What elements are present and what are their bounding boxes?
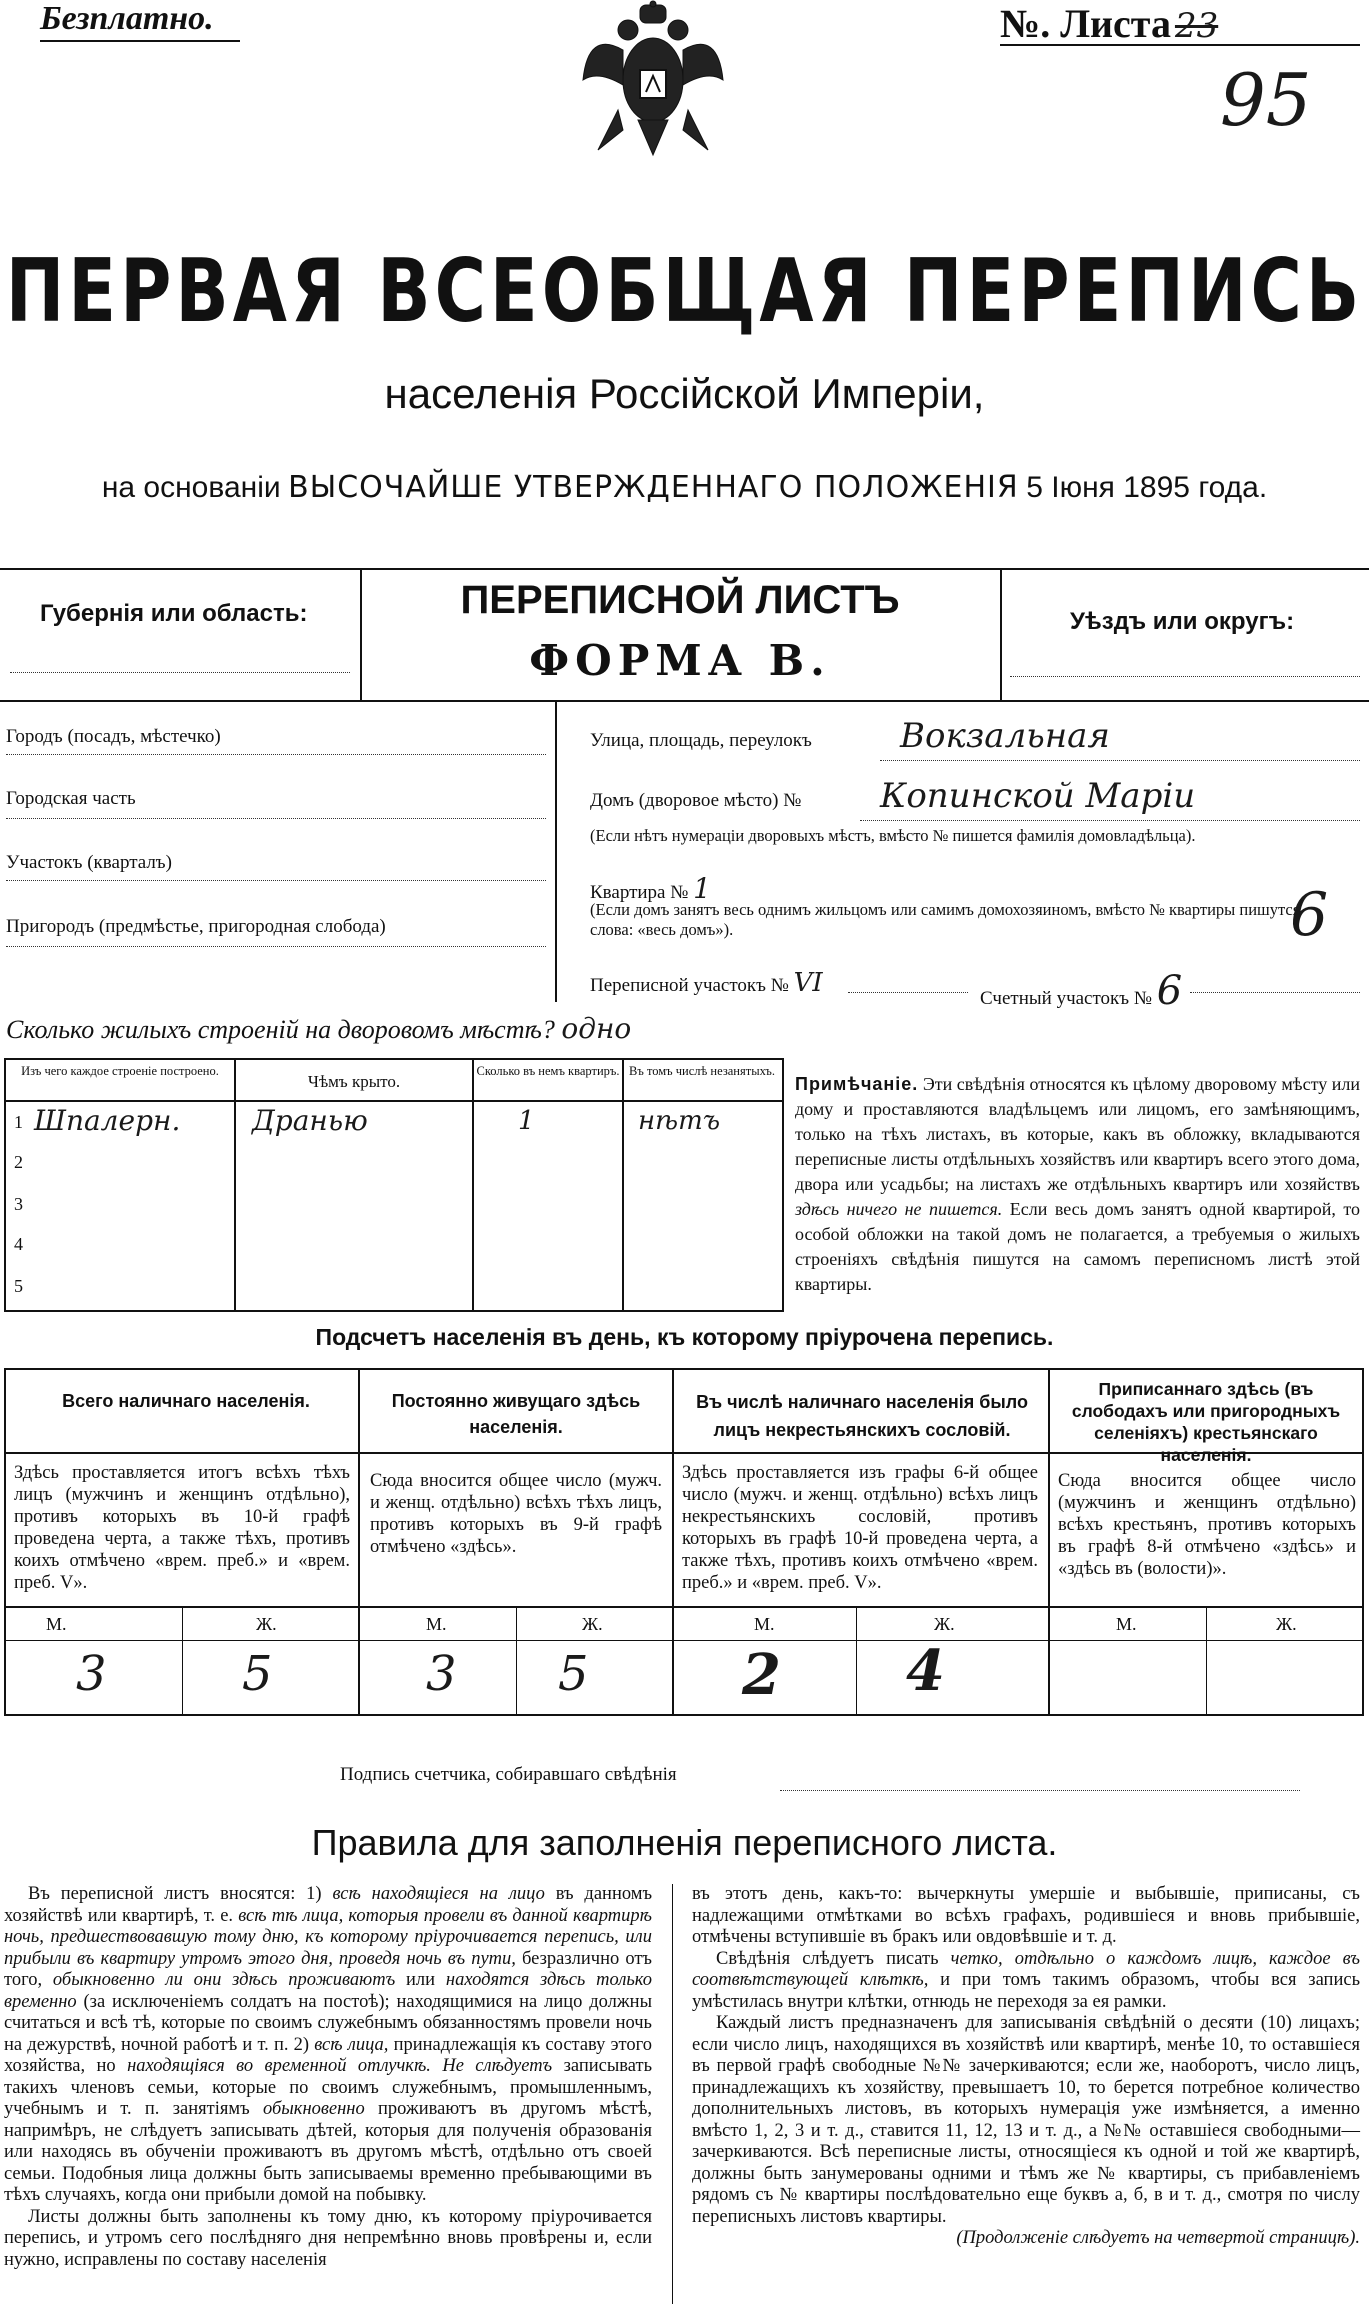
address-divider <box>555 702 557 1002</box>
row-apartments: 1 <box>518 1106 535 1136</box>
tally-desc-rule <box>6 1606 1362 1608</box>
house-label: Домъ (дворовое мѣсто) № <box>590 790 802 811</box>
page-basis <box>0 470 1369 505</box>
house-line <box>860 820 1360 821</box>
street-value: Вокзальная <box>900 716 1110 756</box>
tally-group-head: Въ числѣ наличнаго населенія было лицъ некрестьянскихъ сословій. <box>696 1392 1028 1440</box>
tally-group-desc: Сюда вносится общее число (мужч. и женщ. отдѣльно) всѣхъ тѣхъ лицъ, противъ которыхъ въ 9-й графѣ отмѣчено «здѣсь». <box>370 1471 662 1557</box>
city-part-label: Городская часть <box>6 788 136 809</box>
tally-f-label: Ж. <box>256 1614 277 1634</box>
tally-m-label: М. <box>46 1614 67 1634</box>
district-line <box>1010 676 1360 677</box>
sheet-number-handwritten: 95 <box>1220 58 1312 142</box>
census-district-label: Переписной участокъ № <box>590 975 789 996</box>
tally-f-value: 4 <box>906 1638 945 1704</box>
form-header-top-rule <box>0 568 1369 570</box>
col-roof: Чѣмъ крыто. <box>307 1072 401 1091</box>
city-line <box>6 754 546 755</box>
rules-left-column <box>4 1884 652 2271</box>
census-district-line <box>848 992 968 993</box>
row-number: 1 <box>14 1112 23 1132</box>
row-number: 4 <box>14 1234 23 1254</box>
tally-m-value: 3 <box>426 1646 457 1702</box>
note-italic: здѣсь ничего не пишется. <box>795 1199 1003 1219</box>
tally-f-label: Ж. <box>934 1614 955 1634</box>
buildings-table <box>4 1058 784 1312</box>
district-label: Уѣздъ или округъ: <box>1070 608 1295 635</box>
tally-mf-divider <box>182 1606 183 1714</box>
city-label: Городъ (посадъ, мѣстечко) <box>6 726 221 747</box>
rules-paragraph: Каждый листъ предназначенъ для записыванія свѣдѣній о десяти (10) лицахъ; если число лицъ, находящихся въ хозяйствѣ или квартирѣ, менѣе 10, то оставшіеся въ первой графѣ свободные №№ зачеркиваются; если же, наоборотъ, число лицъ, принадлежащихъ къ хозяйству, превышаетъ 10, то берется потребное количество дополнительныхъ листовъ, въ которыхъ нумерація уже измѣняется, а именно вмѣсто 1, 2, 3 и т. д., ставится 11, 12, 13 и т. д., а №№ оставшіеся свободными—зачеркиваются. Всѣ переписные листы, относящіеся къ одной и той же квартирѣ, должны быть занумерованы одними и тѣмъ же № квартиры, съ прибавленіемъ рядомъ съ № квартиры послѣдовательно еще буквъ а, б, в и т. д., смотря по числу переписныхъ листовъ квартиры. <box>692 2013 1360 2227</box>
rules-text-italic: находятся здѣсь только временно <box>4 1970 653 2012</box>
rules-paragraph <box>4 1884 652 2207</box>
tally-mf-divider <box>516 1606 517 1714</box>
basis-date: 5 Іюня 1895 года. <box>1026 471 1268 504</box>
page-title: ПЕРВАЯ ВСЕОБЩАЯ ПЕРЕПИСЬ <box>5 239 1364 343</box>
sheet-number <box>1000 0 1360 46</box>
sheet-number-label: №. Листа <box>1000 1 1171 46</box>
buildings-note <box>795 1072 1360 1297</box>
rules-paragraph: Листы должны быть заполнены къ тому дню, къ которому пріурочивается перепись, и утромъ сего послѣдняго дня непремѣнно вновь провѣрены и, если нужно, исправлены по составу населенія <box>4 2206 652 2270</box>
rules-text: безразлично отъ того, <box>4 1948 652 1990</box>
apartment-hand-mark: 6 <box>1290 880 1329 950</box>
house-value: Копинской Маріи <box>880 776 1196 816</box>
rules-text-italic: Не слѣдуетъ <box>442 2056 553 2076</box>
row-material: Шпалерн. <box>34 1104 181 1137</box>
house-note: (Если нѣтъ нумераціи дворовыхъ мѣстъ, вмѣсто № пишется фамилія домовладѣльца). <box>590 826 1196 845</box>
buildings-row <box>6 1184 782 1226</box>
rules-text: или <box>406 1970 436 1990</box>
emblem <box>578 0 728 160</box>
rules-text-italic: находящіяся во временной отлучкѣ. <box>127 2056 431 2076</box>
city-part-line <box>6 818 546 819</box>
row-number: 3 <box>14 1194 23 1214</box>
form-header-divider-right <box>1000 568 1002 702</box>
tally-mf-rule <box>6 1640 1362 1641</box>
province-label: Губернія или область: <box>40 600 308 627</box>
rules-text: Свѣдѣнія слѣдуетъ писать <box>716 1948 939 1969</box>
buildings-question <box>6 1012 631 1045</box>
rules-text-italic: обыкновенно ли они здѣсь проживаютъ <box>52 1970 396 1990</box>
rules-text: (за исключеніемъ солдатъ на постоѣ); находящимися на лицо должны считаться и всѣ тѣ, которые по своимъ служебнымъ обязанностямъ провели ночь на дежурствѣ, ночной работѣ и т. п. 2) <box>4 1991 653 2055</box>
basis-caps: ВЫСОЧАЙШЕ УТВЕРЖДЕННАГО ПОЛОЖЕНІЯ <box>288 470 1019 505</box>
sheet-title: ПЕРЕПИСНОЙ ЛИСТЪ <box>460 578 900 622</box>
free-label-text: Безплатно. <box>40 0 214 37</box>
tally-group-head: Постоянно живущаго здѣсь населенія. <box>391 1391 641 1437</box>
col-uninhabited: Въ томъ числѣ незанятыхъ. <box>629 1064 775 1078</box>
signature-line <box>780 1790 1300 1791</box>
apartment-note: (Если домъ занятъ весь однимъ жильцомъ или самимъ домохозяиномъ, вмѣсто № квартиры пишутся слова: «весь домъ»). <box>590 900 1301 939</box>
form-label: ФОРМА В. <box>529 636 831 685</box>
tally-m-value: 3 <box>76 1646 107 1702</box>
tally-f-value: 5 <box>558 1646 589 1702</box>
rules-title: Правила для заполненія переписного листа. <box>311 1822 1058 1863</box>
tally-group-desc: Сюда вносится общее число (мужчинъ и женщинъ отдѣльно) всѣхъ крестьянъ, противъ которыхъ въ графѣ 8-й отмѣчено «здѣсь» и «здѣсь въ (волости)». <box>1058 1471 1356 1579</box>
tally-m-value: 2 <box>742 1642 781 1708</box>
buildings-row <box>6 1226 782 1266</box>
note-part2: Если весь домъ занятъ одной квартирой, то особой обложки на такой домъ не полагается, а требуемыя о жилыхъ строеніяхъ свѣдѣнія пишутся на самомъ переписномъ листѣ этой квартиры. <box>795 1199 1360 1294</box>
buildings-row <box>6 1144 782 1184</box>
rules-right-column <box>692 1884 1360 2250</box>
tally-m-label: М. <box>1116 1614 1137 1634</box>
note-head: Примѣчаніе. <box>795 1074 919 1094</box>
free-label <box>40 0 240 42</box>
row-roof: Дранью <box>252 1104 368 1137</box>
count-district-line <box>1190 992 1360 993</box>
tally-table <box>4 1368 1364 1716</box>
row-uninhabited: нѣтъ <box>638 1106 721 1136</box>
apartment-label-text: Квартира № <box>590 882 689 903</box>
apartment-value: 1 <box>693 872 711 905</box>
street-line <box>880 760 1360 761</box>
tally-f-label: Ж. <box>1276 1614 1297 1634</box>
note-part1: Эти свѣдѣнія относятся къ цѣлому дворовому мѣсту или дому и проставляются владѣльцемъ или лицомъ, его замѣняющимъ, только на тѣхъ листахъ, въ которые, какъ въ обложку, вкладываются переписные листы отдѣльныхъ хозяйствъ или квартиръ всего этого дома, двора или усадьбы; на листахъ же отдѣльныхъ квартиръ или хозяйствъ <box>795 1074 1360 1194</box>
tally-mf-divider <box>1206 1606 1207 1714</box>
tally-title: Подсчетъ населенія въ день, къ которому пріурочена перепись. <box>315 1324 1054 1350</box>
basis-prefix: на основаніи <box>101 471 281 504</box>
tally-divider <box>672 1370 674 1714</box>
suburb-line <box>6 946 546 947</box>
precinct-line <box>6 880 546 881</box>
rules-column-divider <box>672 1884 673 2304</box>
rules-text-italic: четко, отдѣльно о каждомъ лицѣ, каждое въ соотвѣтствующей клѣткѣ, <box>692 1948 1361 1990</box>
rules-paragraph: въ этотъ день, какъ-то: вычеркнуты умершіе и выбывшіе, приписаны, съ надлежащими отмѣтками во всѣхъ графахъ, родившіеся и вновь прибывшіе, отмѣчены вступившіе въ бракъ или овдовѣвшіе и т. д. <box>692 1884 1360 1947</box>
tally-f-label: Ж. <box>582 1614 603 1634</box>
tally-mf-divider <box>856 1606 857 1714</box>
count-district-label: Счетный участокъ № <box>980 988 1152 1009</box>
rules-continued: (Продолженіе слѣдуетъ на четвертой страницѣ). <box>956 2228 1360 2248</box>
rules-text-italic: всѣ находящіеся на лицо <box>332 1884 545 1904</box>
col-material: Изъ чего каждое строеніе построено. <box>21 1064 219 1078</box>
rules-text-italic: всѣ тѣ лица, которыя провели въ данной квартирѣ ночь, предшествовавшую тому дню, къ которому пріурочивается перепись, или прибыли въ квартиру утромъ этого дня, проведя ночь въ пути, <box>4 1905 652 1969</box>
rules-text: принадлежащія къ составу этого хозяйства, но <box>4 2034 652 2076</box>
row-number: 5 <box>14 1276 23 1296</box>
rules-text-italic: обыкновенно <box>262 2099 365 2119</box>
tally-group-desc: Здѣсь проставляется изъ графы 6-й общее число (мужч. и женщ. отдѣльно) всѣхъ лицъ некрестьянскихъ сословій, противъ которыхъ въ графѣ 10-й проведена черта, а также тѣхъ, противъ коихъ отмѣчено «врем. преб.» и «врем. преб. V». <box>682 1463 1038 1593</box>
rules-text: въ данномъ хозяйствѣ или квартирѣ, т. е. <box>4 1884 653 1926</box>
signature-label: Подпись счетчика, собиравшаго свѣдѣнія <box>340 1764 677 1785</box>
tally-m-label: М. <box>426 1614 447 1634</box>
sheet-number-value: 23 <box>1174 6 1219 46</box>
rules-paragraph <box>692 1949 1360 2014</box>
census-district-value: VI <box>793 968 823 998</box>
count-district <box>980 968 1182 1014</box>
buildings-question-text: Сколько жилыхъ строеній на дворовомъ мѣстѣ? <box>6 1015 555 1044</box>
tally-divider <box>358 1370 360 1714</box>
page-subtitle: населенія Россійской Имперіи, <box>384 370 985 417</box>
form-header-bottom-rule <box>0 700 1369 702</box>
buildings-row <box>6 1266 782 1308</box>
tally-m-label: М. <box>754 1614 775 1634</box>
col-apartments: Сколько въ немъ квартиръ. <box>476 1064 620 1078</box>
double-headed-eagle-emblem-icon <box>578 0 728 160</box>
tally-f-value: 5 <box>242 1646 273 1702</box>
rules-text: Въ переписной листъ вносятся: 1) <box>28 1884 322 1904</box>
tally-group-head: Приписаннаго здѣсь (въ слободахъ или пригородныхъ селеніяхъ) крестьянскаго населенія. <box>1071 1379 1341 1465</box>
street-label: Улица, площадь, переулокъ <box>590 730 812 751</box>
buildings-answer: одно <box>561 1012 632 1045</box>
census-district <box>590 968 823 998</box>
rules-text: записывать такихъ членовъ семьи, которые по своимъ служебнымъ, промышленнымъ, учебнымъ и т. п. занятіямъ <box>4 2056 653 2119</box>
tally-group-desc: Здѣсь проставляется итогъ всѣхъ тѣхъ лицъ (мужчинъ и женщинъ отдѣльно), противъ которыхъ въ 10-й графѣ проведена черта, а также тѣхъ, противъ коихъ отмѣчено «врем. преб.» и «врем. преб. V». <box>14 1463 350 1593</box>
rules-text: и при томъ такимъ образомъ, чтобы вся запись умѣстилась внутри клѣтки, отнюдь не переходя за ея рамки. <box>692 1970 1361 2012</box>
suburb-label: Пригородъ (предмѣстье, пригородная слобода) <box>6 916 386 937</box>
tally-group-head: Всего наличнаго населенія. <box>62 1391 310 1411</box>
row-number: 2 <box>14 1152 23 1172</box>
buildings-row <box>6 1102 782 1144</box>
province-line <box>10 672 350 673</box>
rules-text: проживаютъ въ другомъ мѣстѣ, напримѣръ, не слѣдуетъ записывать дѣтей, которыя для полученія образованія или находясь въ обученіи проживаютъ въ другомъ мѣстѣ, отдѣльно отъ своей семьи. Подобныя лица должны быть записываемы временно пребывающими въ тѣхъ случаяхъ, когда они прибыли домой на побывку. <box>4 2099 652 2205</box>
tally-divider <box>1048 1370 1050 1714</box>
count-district-value: 6 <box>1156 968 1183 1014</box>
rules-text-italic: всѣ лица, <box>314 2034 389 2055</box>
precinct-label: Участокъ (кварталъ) <box>6 852 172 873</box>
